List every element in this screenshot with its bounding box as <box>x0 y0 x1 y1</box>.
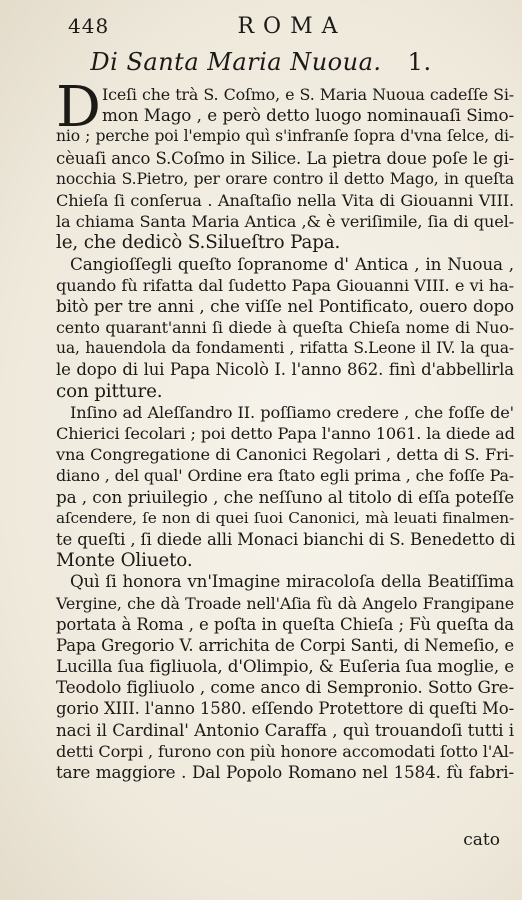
text-line: Monte Oliueto. <box>56 550 193 572</box>
text-line: Iceſi che trà S. Coſmo, e S. Maria Nuoua cadeſſe Si- <box>102 85 514 104</box>
text-line: portata à Roma , e poſta in queſta Chieſa ; Fù queſta da <box>56 614 514 634</box>
text-line: nio ; perche poi l'empio quì s'infranſe ſopra d'vna ſelce, di- <box>56 127 514 146</box>
text-line: tare maggiore . Dal Popolo Romano nel 1584. fù fabri- <box>56 762 514 782</box>
page-number: 448 <box>68 14 110 38</box>
text-line: Papa Gregorio V. arrichita de Corpi Santi, di Nemeſio, e <box>56 635 514 655</box>
text-line: naci il Cardinal' Antonio Caraffa , quì trouandoſi tutti i <box>56 719 514 740</box>
text-line: la chiama Santa Maria Antica ,& è veriſimile, ſia di quel- <box>56 212 514 232</box>
text-line: bitò per tre anni , che viſſe nel Pontificato, ouero dopo <box>56 295 514 316</box>
section-title: Di Santa Maria Nuoua. <box>90 48 382 76</box>
text-line: ua, hauendola da fondamenti , rifatta S.Leone il IV. la qua- <box>56 339 514 358</box>
text-line: te queſti , ſi diede alli Monaci bianchi di S. Benedetto di <box>56 529 516 549</box>
text-line: Quì ſi honora vn'Imagine miracoloſa della Beatiſſima <box>70 571 514 592</box>
text-line: Vergine, che dà Troade nell'Aſia fù dà Angelo Frangipane <box>56 593 514 613</box>
page-header <box>68 14 498 40</box>
section-heading <box>0 48 522 76</box>
body-text <box>56 75 516 783</box>
running-head: ROMA <box>237 14 347 39</box>
text-line: Chierici ſecolari ; poi detto Papa l'anno 1061. la diede ad <box>56 424 515 443</box>
text-line: gorio XIII. l'anno 1580. eſſendo Protettore di queſti Mo- <box>56 699 514 719</box>
text-line: detti Corpi , furono con più honore accomodati ſotto l'Al- <box>56 741 515 761</box>
text-line: nocchia S.Pietro, per orare contro il detto Mago, in queſta <box>56 169 514 188</box>
text-line: le, che dedicò S.Silueſtro Papa. <box>56 232 341 254</box>
text-line: pa , con priuilegio , che neſſuno al titolo di eſſa poteſſe <box>56 486 514 507</box>
text-line: quando fù rifatta dal ſudetto Papa Giouanni VIII. e vi ha- <box>56 275 514 295</box>
section-number: 1. <box>407 48 432 76</box>
catchword: cato <box>463 830 500 850</box>
text-line: aſcendere, ſe non di quei ſuoi Canonici, mà leuati finalmen- <box>56 508 514 527</box>
text-line: cento quarant'anni ſi diede à queſta Chieſa nome di Nuo- <box>56 318 514 338</box>
text-line: Inſino ad Aleſſandro II. poſſiamo credere , che foſſe de' <box>70 402 514 422</box>
text-line: Cangioſſegli queſto ſopranome d' Antica , in Nuoua , <box>70 253 514 274</box>
text-line: Teodolo figliuolo , come anco di Sempronio. Sotto Gre- <box>56 677 514 698</box>
text-line: mon Mago , e però detto luogo nominauaſi Simo- <box>102 105 514 126</box>
text-line: cèuaſi anco S.Coſmo in Silice. La pietra doue poſe le gi- <box>56 148 514 168</box>
first-paragraph <box>56 75 514 254</box>
fourth-paragraph <box>56 571 514 783</box>
second-paragraph <box>56 254 514 402</box>
text-line: vna Congregatione di Canonici Regolari , detta di S. Fri- <box>56 445 514 465</box>
text-line: diano , del qual' Ordine era ſtato egli prima , che foſſe Pa- <box>56 466 514 486</box>
drop-cap: D <box>56 75 101 140</box>
text-line: con pitture. <box>56 380 163 402</box>
text-line: Chieſa ſi conſerua . Anaſtaſio nella Vita di Giouanni VIII. <box>56 190 514 210</box>
text-line: Lucilla ſua figliuola, d'Olimpio, & Euſeria ſua moglie, e <box>56 656 514 677</box>
third-paragraph <box>56 402 514 572</box>
text-line: le dopo di lui Papa Nicolò I. l'anno 862. finì d'abbellirla <box>56 360 514 380</box>
